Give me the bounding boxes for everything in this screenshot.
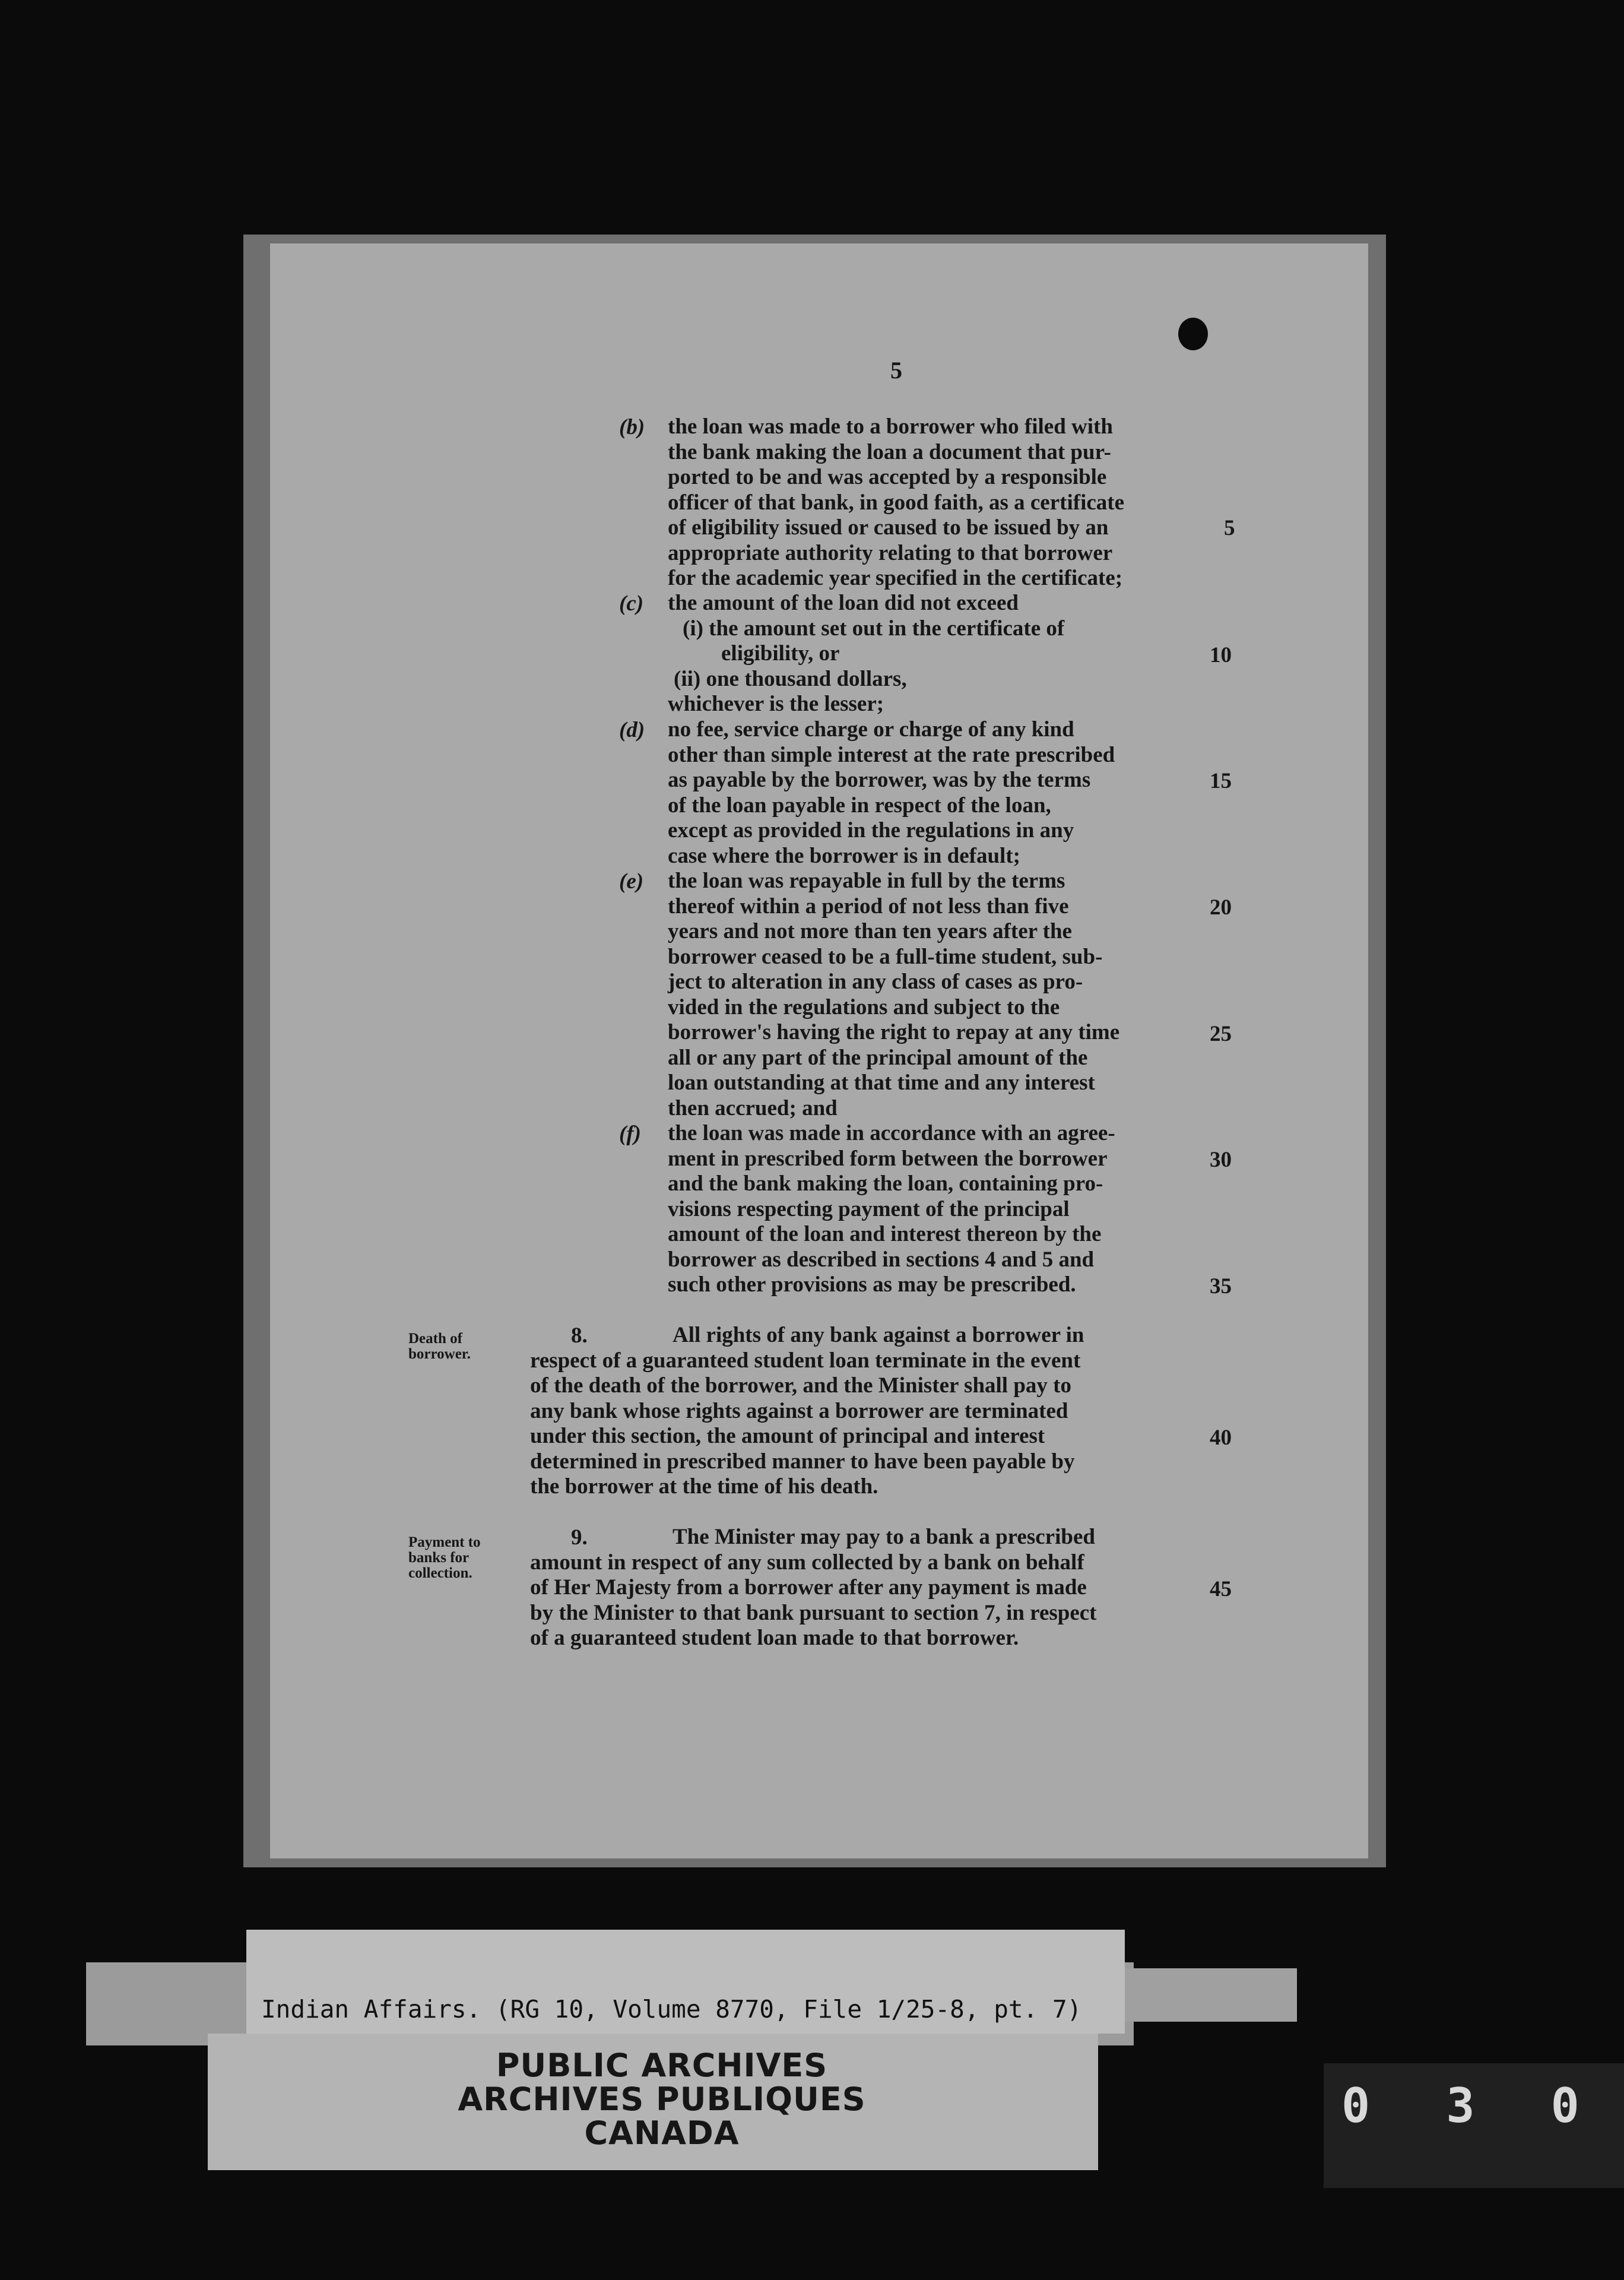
clause-line: the loan was made in accordance with an agree-: [668, 1121, 1115, 1145]
clause-b: [668, 414, 1202, 591]
clause-line: such other provisions as may be prescribed.: [668, 1272, 1076, 1297]
line-number: 10: [1210, 643, 1232, 667]
clause-line: case where the borrower is in default;: [668, 843, 1020, 868]
clause-line: the loan was made to a borrower who filed with: [668, 414, 1113, 439]
ink-blot: [1178, 318, 1208, 350]
clause-line: appropriate authority relating to that borrower: [668, 540, 1113, 565]
clause-f: [668, 1121, 1202, 1298]
clause-line: for the academic year specified in the certificate;: [668, 566, 1123, 590]
clause-c-label: (c): [619, 591, 644, 616]
archive-reference: Indian Affairs. (RG 10, Volume 8770, File 1/25-8, pt. 7): [261, 1995, 1082, 2024]
section-line: any bank whose rights against a borrower are terminated: [530, 1398, 1068, 1423]
clause-line: other than simple interest at the rate prescribed: [668, 742, 1115, 767]
section-line: of Her Majesty from a borrower after any payment is made: [530, 1575, 1087, 1600]
line-number: 5: [1224, 516, 1235, 540]
clause-line: borrower ceased to be a full-time student, sub-: [668, 944, 1103, 969]
clause-line: as payable by the borrower, was by the terms: [668, 768, 1091, 792]
section-8-text: [530, 1323, 1207, 1500]
clause-line: vided in the regulations and subject to the: [668, 995, 1060, 1019]
clause-d: [668, 717, 1202, 869]
line-number: 45: [1210, 1577, 1232, 1601]
section-line: the borrower at the time of his death.: [530, 1474, 878, 1499]
line-number: 35: [1210, 1274, 1232, 1299]
archives-line-en: PUBLIC ARCHIVES: [496, 2047, 828, 2084]
line-number: 25: [1210, 1022, 1232, 1046]
archives-stamp: [445, 2048, 878, 2150]
clause-line: thereof within a period of not less than five: [668, 894, 1069, 919]
clause-line: then accrued; and: [668, 1095, 838, 1120]
clause-f-label: (f): [619, 1122, 641, 1146]
archives-line-country: CANADA: [584, 2114, 740, 2152]
clause-line: (ii) one thousand dollars,: [674, 666, 907, 691]
clause-line: the amount of the loan did not exceed: [668, 591, 1019, 615]
clause-line: no fee, service charge or charge of any kind: [668, 717, 1074, 742]
clause-line: amount of the loan and interest thereon by the: [668, 1222, 1102, 1246]
section-line: respect of a guaranteed student loan terminate in the event: [530, 1348, 1081, 1373]
clause-e: [668, 869, 1202, 1121]
line-number: 20: [1210, 895, 1232, 920]
section-line: All rights of any bank against a borrower in: [673, 1323, 1084, 1347]
clause-d-label: (d): [619, 718, 645, 742]
section-line: determined in prescribed manner to have been payable by: [530, 1449, 1075, 1474]
clause-line: of eligibility issued or caused to be issued by an: [668, 515, 1109, 540]
section-9-text: [530, 1525, 1207, 1651]
clause-line: visions respecting payment of the principal: [668, 1196, 1070, 1221]
clause-line: ject to alteration in any class of cases as pro-: [668, 970, 1083, 994]
frame-number: 0 3 0: [1341, 2078, 1603, 2133]
section-line: under this section, the amount of principal and interest: [530, 1424, 1045, 1448]
section-line: The Minister may pay to a bank a prescribed: [673, 1525, 1095, 1549]
clause-c: [668, 591, 1202, 717]
section-line: of a guaranteed student loan made to that borrower.: [530, 1626, 1019, 1650]
line-number: 15: [1210, 769, 1232, 793]
frame-number-block: [1324, 2063, 1624, 2188]
clause-line: of the loan payable in respect of the loan,: [668, 793, 1051, 818]
clause-line: all or any part of the principal amount of the: [668, 1045, 1088, 1070]
clause-line: officer of that bank, in good faith, as a certificate: [668, 490, 1125, 515]
archives-line-fr: ARCHIVES PUBLIQUES: [458, 2080, 866, 2118]
section-8-number: 8.: [571, 1323, 588, 1348]
section-line: by the Minister to that bank pursuant to section 7, in respect: [530, 1600, 1097, 1625]
margin-note-death-of-borrower: Death of borrower.: [408, 1331, 471, 1362]
clause-line: loan outstanding at that time and any interest: [668, 1071, 1095, 1095]
margin-note-payment-to-banks: Payment to banks for collection.: [408, 1534, 481, 1581]
clause-line: eligibility, or: [721, 641, 840, 666]
section-line: amount in respect of any sum collected by a bank on behalf: [530, 1550, 1084, 1575]
clause-line: whichever is the lesser;: [668, 692, 884, 716]
line-number: 40: [1210, 1426, 1232, 1450]
clause-line: ported to be and was accepted by a responsible: [668, 465, 1107, 489]
section-line: of the death of the borrower, and the Minister shall pay to: [530, 1373, 1071, 1398]
clause-line: and the bank making the loan, containing pro-: [668, 1171, 1103, 1196]
clause-line: ment in prescribed form between the borrower: [668, 1146, 1108, 1171]
clause-line: borrower's having the right to repay at any time: [668, 1020, 1120, 1044]
clause-line: the bank making the loan a document that pur-: [668, 439, 1111, 464]
clause-line: (i) the amount set out in the certificate of: [683, 616, 1065, 641]
clause-b-label: (b): [619, 415, 645, 439]
clause-line: except as provided in the regulations in any: [668, 818, 1074, 843]
line-number: 30: [1210, 1148, 1232, 1172]
section-9-number: 9.: [571, 1525, 588, 1550]
clause-line: years and not more than ten years after the: [668, 919, 1072, 943]
clause-line: the loan was repayable in full by the terms: [668, 869, 1065, 893]
clause-e-label: (e): [619, 869, 644, 894]
clause-line: borrower as described in sections 4 and 5 and: [668, 1247, 1095, 1272]
label-card-tab: [1104, 1968, 1297, 2022]
page-number: 5: [890, 357, 902, 384]
